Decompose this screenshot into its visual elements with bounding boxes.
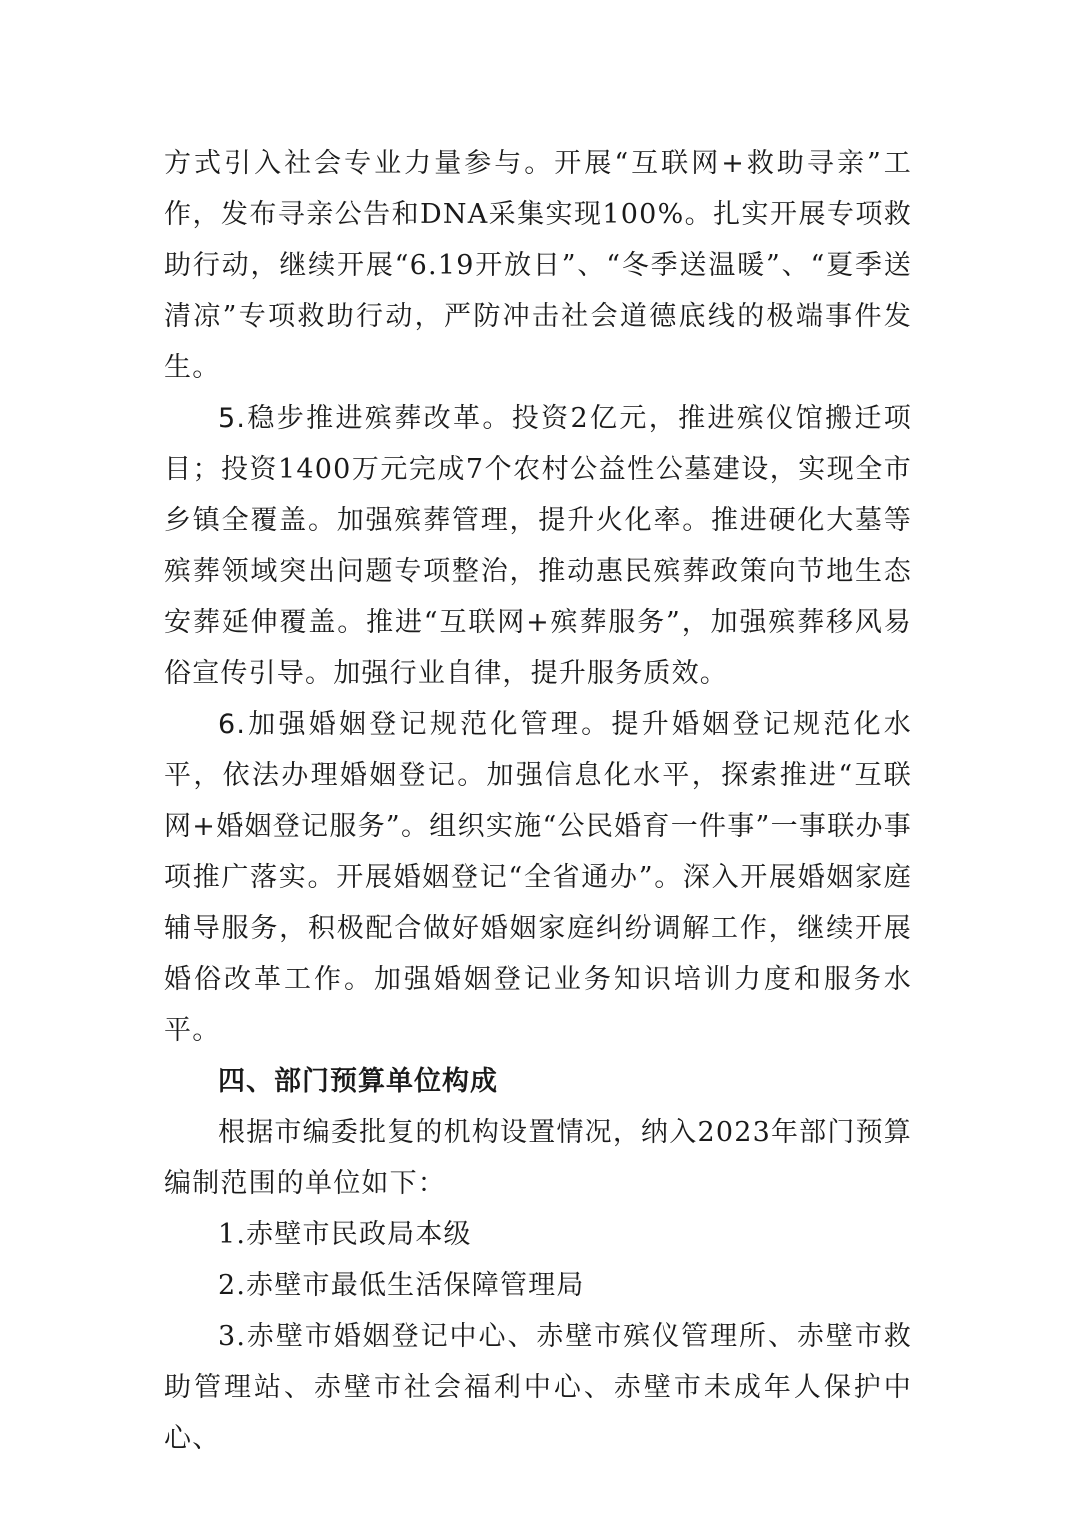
paragraph-body-marriage-registration: 提升婚姻登记规范化水平，依法办理婚姻登记。加强信息化水平，探索推进“互联网+婚姻登记服务”。组织实施“公民婚育一件事”一事联办事项推广落实。开展婚姻登记“全省通办”。深入开展婚姻家庭辅导服务，积极配合做好婚姻家庭纠纷调解工作，继续开展婚俗改革工作。加强婚姻登记业务知识培训力度和服务水平。: [164, 709, 913, 1046]
paragraph-lead-marriage-registration: 6.加强婚姻登记规范化管理。: [218, 709, 612, 740]
paragraph-marriage-registration: [164, 699, 912, 1056]
list-item-unit-1: 1.赤壁市民政局本级: [218, 1219, 472, 1250]
paragraph-budget-scope: 根据市编委批复的机构设置情况，纳入2023年部门预算编制范围的单位如下：: [164, 1117, 912, 1199]
list-item-unit-3: 3.赤壁市婚姻登记中心、赤壁市殡仪管理所、赤壁市救助管理站、赤壁市社会福利中心、赤壁市未成年人保护中心、: [164, 1321, 912, 1454]
paragraph-rescue-actions: 方式引入社会专业力量参与。开展“互联网+救助寻亲”工作，发布寻亲公告和DNA采集实现100%。扎实开展专项救助行动，继续开展“6.19开放日”、“冬季送温暖”、“夏季送清凉”专项救助行动，严防冲击社会道德底线的极端事件发生。: [164, 148, 912, 383]
paragraph-lead-funeral-reform: 5.稳步推进殡葬改革。: [218, 403, 512, 434]
paragraph-body-funeral-reform: 投资2亿元，推进殡仪馆搬迁项目；投资1400万元完成7个农村公益性公墓建设，实现全市乡镇全覆盖。加强殡葬管理，提升火化率。推进硬化大墓等殡葬领域突出问题专项整治，推动惠民殡葬政策向节地生态安葬延伸覆盖。推进“互联网+殡葬服务”，加强殡葬移风易俗宣传引导。加强行业自律，提升服务质效。: [164, 403, 912, 689]
list-item-unit-2: 2.赤壁市最低生活保障管理局: [218, 1270, 585, 1301]
document-page: [164, 138, 912, 1464]
section-heading-budget-units: 四、部门预算单位构成: [218, 1066, 498, 1097]
paragraph-funeral-reform: [164, 393, 912, 699]
